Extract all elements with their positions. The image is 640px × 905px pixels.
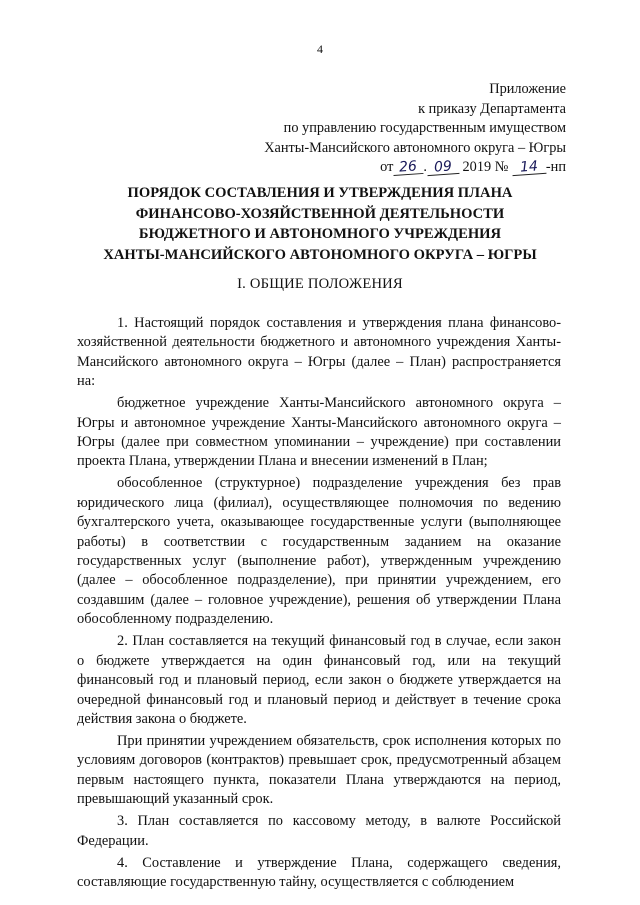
paragraph-6: 3. План составляется по кассовому методу, в валюте Российской Федерации. [77,813,561,849]
paragraph-7: 4. Составление и утверждение Плана, содержащего сведения, составляющие государственную тайну, осуществляется с соблюдением [77,854,561,890]
appendix-line-4: Ханты-Мансийского автономного округа – Югры [264,139,566,156]
paragraph-2: бюджетное учреждение Ханты-Мансийского автономного округа – Югры и автономное учреждение Ханты-Мансийского автономного округа – Югры (далее при совместном упоминании – учреждение) при составлении проекта Плана, утверждении Плана и внесении изменений в План; [77,395,561,470]
title-line-1: ПОРЯДОК СОСТАВЛЕНИЯ И УТВЕРЖДЕНИЯ ПЛАНА [127,185,513,201]
document-title [70,183,570,265]
order-prefix: от [380,159,394,175]
paragraph-1: 1. Настоящий порядок составления и утверждения плана финансово-хозяйственной деятельности бюджетного и автономного учреждения Ханты-Мансийского автономного округа – Югры (далее – План) распространяется на: [77,315,561,390]
appendix-line-2: к приказу Департамента [418,100,566,117]
order-suffix: -нп [545,159,566,175]
order-line: от 26 . 09 2019 № 14 -нп [380,158,566,176]
appendix-block [264,80,566,178]
page-number: 4 [317,42,323,56]
title-line-4: ХАНТЫ-МАНСИЙСКОГО АВТОНОМНОГО ОКРУГА – ЮГРЫ [103,246,537,263]
paragraph-4: 2. План составляется на текущий финансовый год в случае, если закон о бюджете утверждается на один финансовый год, или на текущий финансовый год и плановый период, если закон о бюджете утверждается на очередной финансовый год и плановый период и действует в течение срока действия закона о бюджете. [77,633,561,727]
section-heading: I. ОБЩИЕ ПОЛОЖЕНИЯ [237,276,403,292]
document-body [77,314,561,895]
paragraph-3: обособленное (структурное) подразделение учреждения без прав юридического лица (филиал), осуществляющее полномочия по ведению бухгалтерского учета, оказывающее государственные услуги (выполняющее работы) в соответствии с государственным заданием на оказание государственных услуг (выполнение работ), утвержденным учреждению (далее – обособленное подразделение), при принятии учреждением, его создавшим (далее – головное учреждение), решения об утверждении Плана обособленному подразделению. [77,475,561,628]
appendix-line-1: Приложение [489,81,566,97]
order-year: 2019 № [462,159,509,175]
appendix-line-3: по управлению государственным имуществом [283,120,566,136]
order-number-handwritten: 14 [511,159,546,176]
order-day-handwritten: 26 [393,159,424,176]
title-line-2: ФИНАНСОВО-ХОЗЯЙСТВЕННОЙ ДЕЯТЕЛЬНОСТИ [135,205,505,222]
paragraph-5: При принятии учреждением обязательств, срок исполнения которых по условиям договоров (контрактов) превышает срок, предусмотренный абзацем первым настоящего пункта, показатели Плана утверждаются на период, превышающий указанный срок. [77,732,561,808]
order-month-handwritten: 09 [426,159,459,176]
title-line-3: БЮДЖЕТНОГО И АВТОНОМНОГО УЧРЕЖДЕНИЯ [138,226,502,242]
